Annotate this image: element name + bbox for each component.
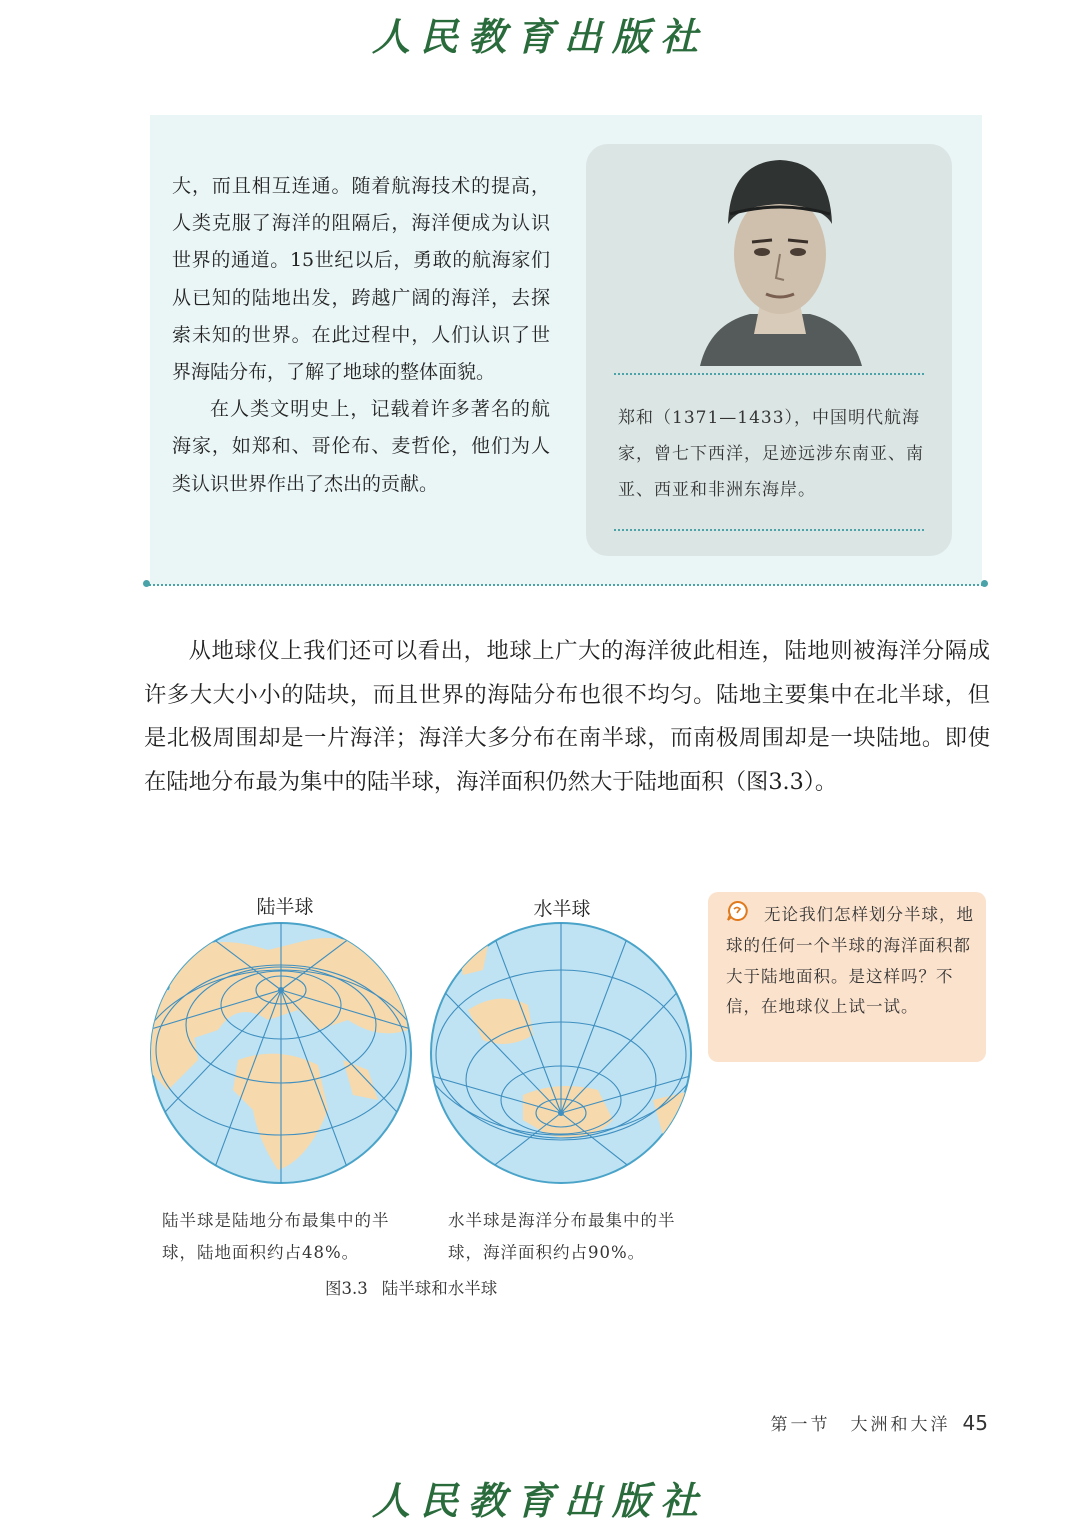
- portrait-caption: 郑和（1371—1433），中国明代航海家，曾七下西洋，足迹远涉东南亚、南亚、西亚和非洲东海岸。: [618, 408, 924, 500]
- water-hemisphere-title: 水半球: [533, 898, 591, 920]
- figure-number: 图3.3: [325, 1279, 368, 1298]
- land-hemisphere-map: [148, 920, 414, 1186]
- publisher-logo-bottom: 人民教育出版社: [371, 1478, 708, 1523]
- footer-section: 第一节 大洲和大洋: [770, 1415, 951, 1435]
- zheng-he-portrait: [690, 154, 870, 366]
- water-hemisphere-caption: 水半球是海洋分布最集中的半球，海洋面积约占90%。: [448, 1211, 676, 1262]
- thinking-tip-text: 无论我们怎样划分半球，地球的任何一个半球的海洋面积都大于陆地面积。是这样吗？不信，在地球仪上试一试。: [726, 905, 974, 1017]
- main-paragraph: 从地球仪上我们还可以看出，地球上广大的海洋彼此相连，陆地则被海洋分隔成许多大大小小的陆块，而且世界的海陆分布也很不均匀。陆地主要集中在北半球，但是北极周围却是一片海洋；海洋大多分布在南半球，而南极周围却是一块陆地。即使在陆地分布最为集中的陆半球，海洋面积仍然大于陆地面积（图3.3）。: [144, 638, 990, 795]
- reading-box-text: [172, 168, 550, 503]
- box-paragraph-2: 在人类文明史上，记载着许多著名的航海家，如郑和、哥伦布、麦哲伦，他们为人类认识世界作出了杰出的贡献。: [172, 398, 550, 495]
- card-divider-top: [614, 373, 924, 375]
- water-hemisphere-map: [428, 920, 694, 1186]
- page-number: 45: [962, 1411, 988, 1435]
- box-paragraph-1: 大，而且相互连通。随着航海技术的提高，人类克服了海洋的阻隔后，海洋便成为认识世界的通道。15世纪以后，勇敢的航海家们从已知的陆地出发，跨越广阔的海洋，去探索未知的世界。在此过程中，人们认识了世界海陆分布，了解了地球的整体面貌。: [172, 175, 550, 384]
- page-footer: [771, 1410, 988, 1435]
- figure-title: 陆半球和水半球: [381, 1279, 498, 1298]
- land-hemisphere-title: 陆半球: [256, 896, 314, 918]
- rule-end-dot-right: [981, 580, 988, 587]
- figure-caption: [325, 1275, 511, 1299]
- rule-end-dot-left: [143, 580, 150, 587]
- land-hemisphere-caption: 陆半球是陆地分布最集中的半球，陆地面积约占48%。: [162, 1211, 390, 1262]
- main-body-text: [144, 630, 990, 804]
- card-divider-bottom: [614, 529, 924, 531]
- box-dotted-rule: [146, 584, 986, 586]
- publisher-logo-top: 人民教育出版社: [371, 14, 708, 59]
